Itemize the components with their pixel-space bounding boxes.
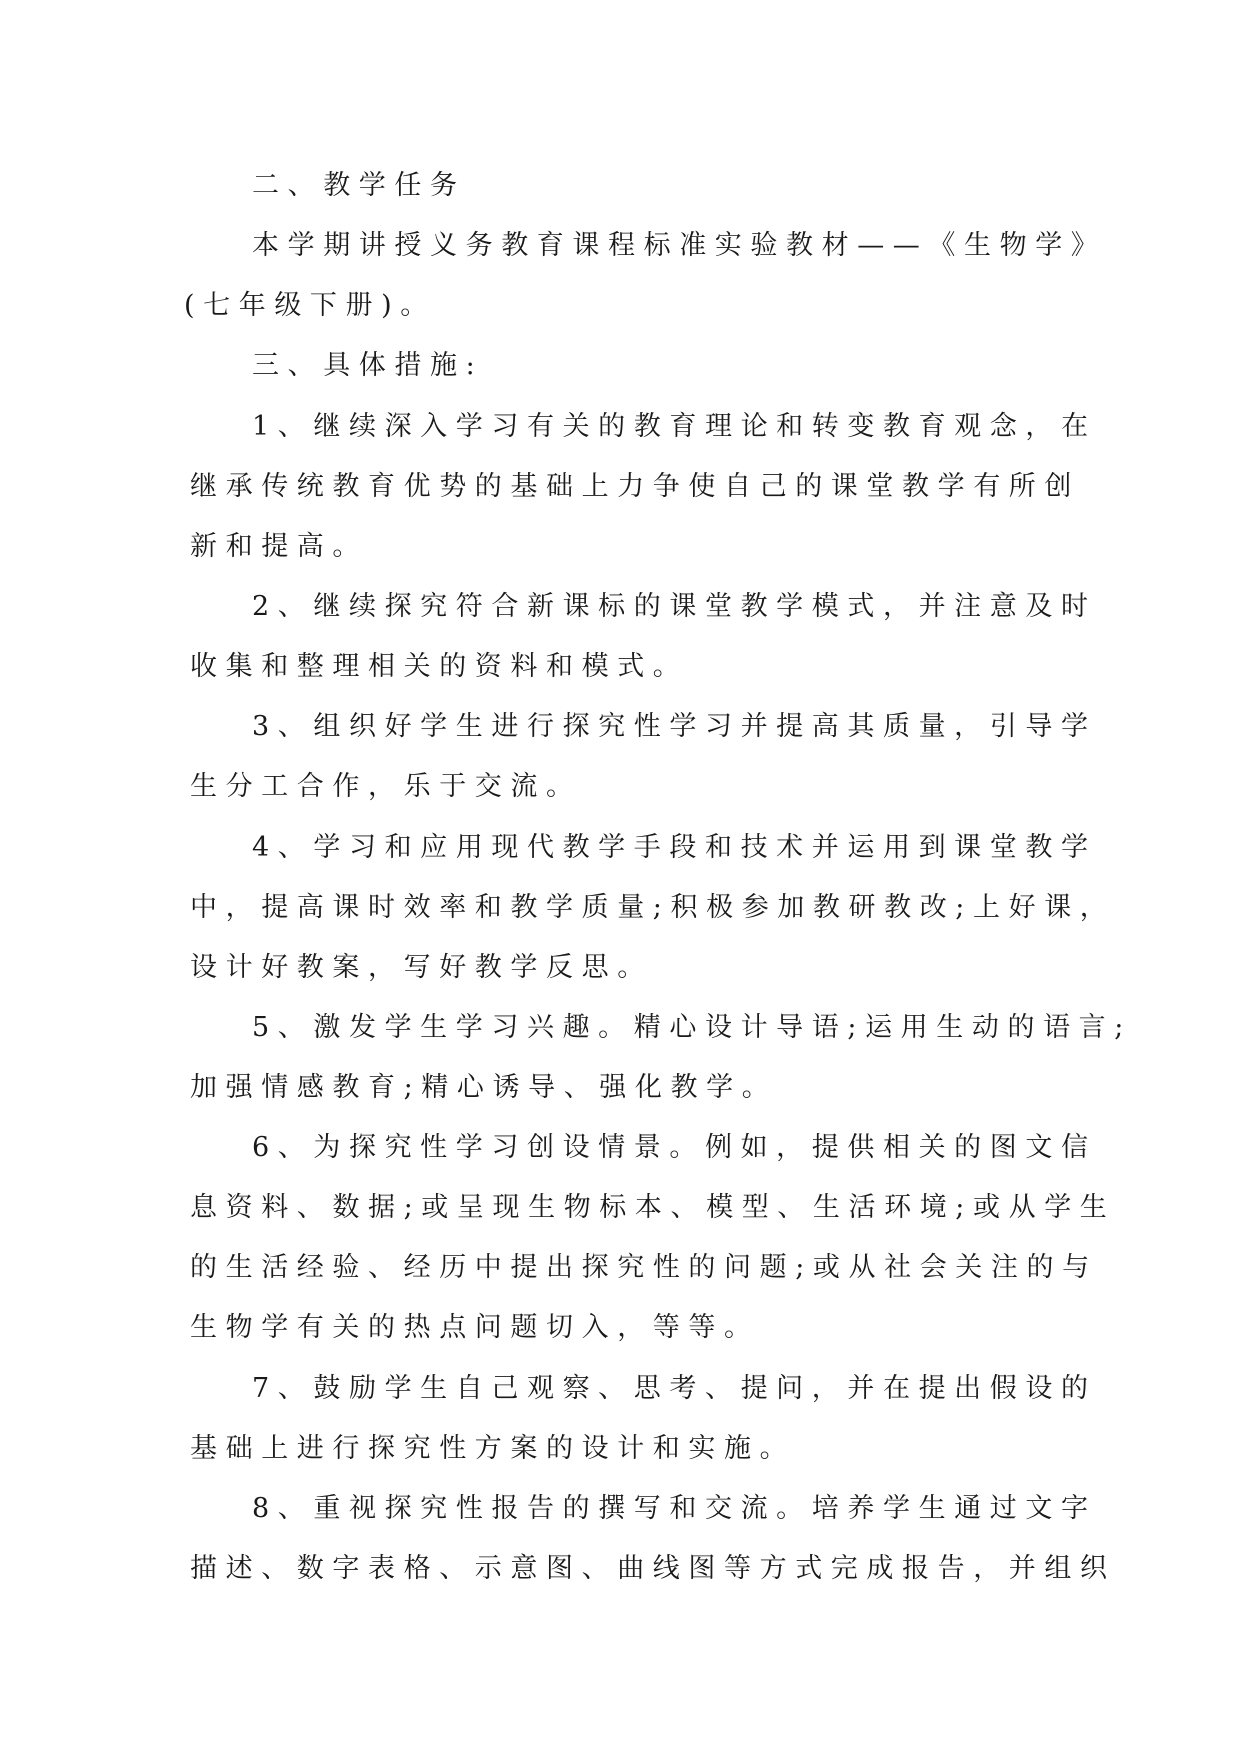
paragraph-line: 3、组织好学生进行探究性学习并提高其质量，引导学 <box>252 711 1097 742</box>
paragraph-line: 息资料、数据;或呈现生物标本、模型、生活环境;或从学生 <box>190 1192 1116 1223</box>
paragraph-line: 1、继续深入学习有关的教育理论和转变教育观念，在 <box>252 411 1097 442</box>
paragraph-line: 本学期讲授义务教育课程标准实验教材——《生物学》 <box>252 230 1107 261</box>
paragraph-line: 加强情感教育;精心诱导、强化教学。 <box>190 1072 778 1103</box>
section-heading-measures: 三、具体措施: <box>252 350 484 381</box>
paragraph-line: 8、重视探究性报告的撰写和交流。培养学生通过文字 <box>252 1493 1097 1524</box>
paragraph-line: 设计好教案，写好教学反思。 <box>190 952 653 983</box>
paragraph-line: 生物学有关的热点问题切入，等等。 <box>190 1312 760 1343</box>
paragraph-line: 生分工合作，乐于交流。 <box>190 771 582 802</box>
paragraph-line: 5、激发学生学习兴趣。精心设计导语;运用生动的语言; <box>252 1012 1132 1043</box>
paragraph-line: 基础上进行探究性方案的设计和实施。 <box>190 1433 796 1464</box>
paragraph-line: (七年级下册)。 <box>184 290 436 321</box>
section-heading-teaching-tasks: 二、教学任务 <box>252 170 466 201</box>
paragraph-line: 7、鼓励学生自己观察、思考、提问，并在提出假设的 <box>252 1373 1097 1404</box>
paragraph-line: 的生活经验、经历中提出探究性的问题;或从社会关注的与 <box>190 1252 1098 1283</box>
paragraph-line: 新和提高。 <box>190 531 368 562</box>
paragraph-line: 继承传统教育优势的基础上力争使自己的课堂教学有所创 <box>190 471 1080 502</box>
paragraph-line: 6、为探究性学习创设情景。例如，提供相关的图文信 <box>252 1132 1097 1163</box>
paragraph-line: 中，提高课时效率和教学质量;积极参加教研教改;上好课， <box>190 892 1116 923</box>
paragraph-line: 4、学习和应用现代教学手段和技术并运用到课堂教学 <box>252 832 1097 863</box>
paragraph-line: 描述、数字表格、示意图、曲线图等方式完成报告，并组织 <box>190 1553 1116 1584</box>
paragraph-line: 2、继续探究符合新课标的课堂教学模式，并注意及时 <box>252 591 1097 622</box>
paragraph-line: 收集和整理相关的资料和模式。 <box>190 651 689 682</box>
